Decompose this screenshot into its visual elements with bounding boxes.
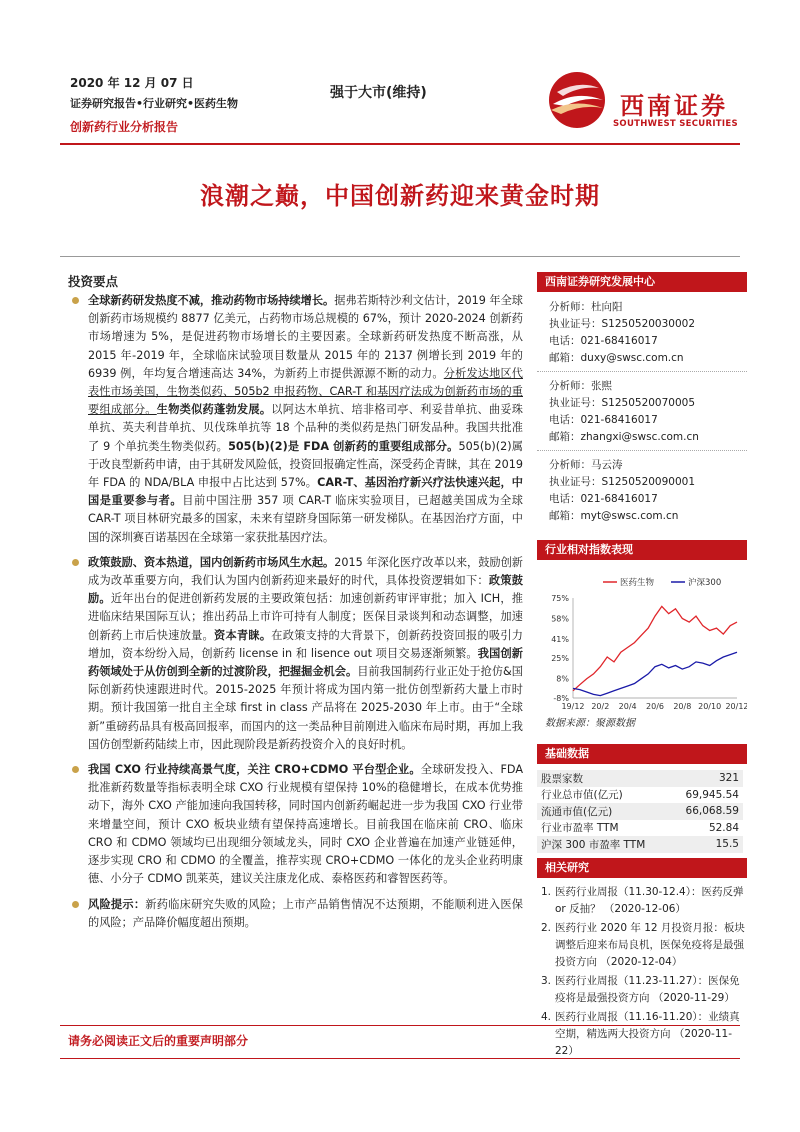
key-point-text: 2015 年深化医疗改革以来，鼓励创新成为改革重要方向，我们认为国内创新药迎来最好的时代，具体投资逻辑如下： [88, 555, 523, 588]
analyst-email[interactable]: 邮箱：myt@swsc.com.cn [549, 510, 679, 522]
item-text: 医药行业周报（11.16-11.20）：业绩真空期，精选两大投资方向 （2020-11-22） [555, 1011, 740, 1057]
key-points-heading: 投资要点 [68, 274, 119, 289]
row-value: 66,068.59 [685, 805, 739, 818]
table-row [537, 770, 743, 787]
report-category: 证券研究报告•行业研究•医药生物 [70, 97, 239, 110]
table-row [537, 836, 743, 853]
legend-label: 医药生物 [620, 578, 655, 588]
analyst-card [537, 457, 747, 525]
list-item[interactable] [537, 920, 747, 971]
x-tick-label: 20/6 [646, 702, 664, 710]
bullet-icon [72, 559, 79, 566]
chart-heading: 行业相对指数表现 [537, 540, 747, 560]
series-line-pharma [573, 606, 737, 690]
basic-data-heading: 基础数据 [537, 744, 747, 764]
key-point-sublead: 505(b)(2)是 FDA 创新药的重要组成部分。 [228, 439, 459, 453]
x-tick-label: 20/10 [698, 702, 722, 710]
bullet-icon [72, 901, 79, 908]
key-point-3 [68, 761, 523, 888]
analysts-heading: 西南证券研究发展中心 [537, 272, 747, 292]
x-tick-label: 20/4 [618, 702, 637, 710]
basic-data-table [537, 770, 743, 853]
analyst-phone: 电话：021-68416017 [549, 335, 658, 347]
row-label: 股票家数 [541, 772, 583, 785]
footer-bottom-divider [60, 1058, 740, 1059]
table-row [537, 820, 743, 837]
key-point-2 [68, 554, 523, 754]
key-point-lead: 我国 CXO 行业持续高景气度，关注 CRO+CDMO 平台型企业。 [88, 763, 421, 777]
basic-data-panel [537, 744, 747, 853]
row-label: 沪深 300 市盈率 TTM [541, 838, 646, 851]
item-text: 医药行业周报（11.23-11.27）：医保免疫将是最强投资方向 （2020-11-29） [555, 975, 740, 1004]
row-label: 流通市值(亿元) [541, 805, 613, 818]
key-points-body [68, 292, 523, 939]
dotted-divider [537, 450, 747, 451]
analyst-phone: 电话：021-68416017 [549, 493, 658, 505]
item-number: 4. [541, 1011, 552, 1023]
chart-source: 数据来源：聚源数据 [545, 718, 635, 729]
row-label: 行业市盈率 TTM [541, 822, 619, 835]
key-point-underlined: 分析发达地区代表性市场美国，生物类似药、505b2 申报药物、CAR-T 和基因疗法成为创新药市场的重要组成部分。 [88, 366, 523, 417]
key-point-text: 以阿达木单抗、培非格司亭、利妥昔单抗、曲妥珠单抗、英夫利昔单抗、贝伐珠单抗等 18 个品种的类似药是热门研发品种。我国共批准了 9 个单抗类生物类似药。 [88, 403, 523, 453]
analysts-panel [537, 272, 747, 525]
analyst-card [537, 299, 747, 367]
row-value: 15.5 [715, 838, 739, 851]
key-point-4 [68, 896, 523, 932]
analyst-license: 执业证号：S1250520090001 [549, 476, 696, 488]
report-date: 2020 年 12 月 07 日 [70, 76, 194, 90]
row-value: 321 [718, 772, 739, 785]
disclaimer-notice: 请务必阅读正文后的重要声明部分 [68, 1034, 249, 1048]
relative-index-chart [537, 560, 747, 710]
report-type: 创新药行业分析报告 [70, 120, 179, 134]
item-number: 3. [541, 975, 552, 987]
index-chart-panel [537, 540, 747, 729]
analyst-license: 执业证号：S1250520030002 [549, 318, 696, 330]
logo-chinese: 西南证券 [620, 91, 728, 120]
key-point-1 [68, 292, 523, 547]
row-value: 69,945.54 [685, 788, 739, 801]
bullet-icon [72, 766, 79, 773]
x-tick-label: 20/8 [673, 702, 692, 710]
analyst-name: 分析师：马云涛 [549, 459, 623, 471]
related-heading: 相关研究 [537, 858, 747, 878]
item-text: 医药行业 2020 年 12 月投资月报：板块调整后迎来布局良机，医保免疫将是最强投资方向 （2020-12-04） [555, 922, 745, 968]
item-number: 2. [541, 922, 552, 934]
table-row [537, 787, 743, 804]
dotted-divider [537, 371, 747, 372]
key-point-text: 近年出台的促进创新药发展的主要政策包括：加速创新药审评审批；加入 ICH，推进临床结果国际互认；推出药品上市许可持有人制度；医保目录谈判和动态调整，加速创新药上市后快速放量。 [88, 592, 523, 642]
related-research-panel [537, 858, 747, 1062]
row-value: 52.84 [708, 821, 739, 834]
key-point-text: 目前中国注册 357 项 CAR-T 临床实验项目，已超越美国成为全球 CAR-T 项目林研究最多的国家，未来有望跻身国际第一研发梯队。在基因治疗方面，中国的深圳赛百诺基因在全球第一家获批基因疗法。 [88, 494, 523, 544]
logo-english: SOUTHWEST SECURITIES [613, 119, 738, 129]
key-point-text: 在政策支持的大背景下，创新药投资回报的吸引力增加，资本纷纷入局，创新药 license in 和 lisence out 项目交易逐渐频繁。 [88, 628, 523, 660]
bullet-icon [72, 297, 79, 304]
key-point-sublead: 我国创新药领域处于从仿创到全新的过渡阶段，把握掘金机会。 [88, 646, 523, 679]
x-tick-label: 20/12 [725, 702, 747, 710]
header-divider [60, 143, 740, 145]
item-number: 1. [541, 886, 552, 898]
key-point-text: 目前我国制药行业正处于抢仿&国际创新药快速跟进时代。2015-2025 年预计将成为国内第一批仿创型新药大量上市时期。预计我国第一批自主全球 first in class 产品将在 2025-2030 年上市。由于“全球新”重磅药品具有极高回报率，而国内的这一类品种目前刚进入临床布局时期，再加上我国仿创型新药陆续上市，因此现阶段是新药投资介入的良好时机。 [88, 665, 523, 751]
key-point-lead: 全球新药研发热度不减，推动药物市场持续增长。 [88, 294, 335, 307]
industry-rating: 强于大市(维持) [330, 85, 427, 101]
analyst-name: 分析师：张熙 [549, 380, 612, 392]
y-tick-label: -8% [553, 694, 569, 703]
list-item[interactable] [537, 1009, 747, 1060]
analyst-card [537, 378, 747, 446]
footer-divider [60, 1025, 740, 1026]
y-tick-label: 75% [551, 594, 569, 603]
item-text: 医药行业周报（11.30-12.4）：医药反弹 or 反抽？ （2020-12-06） [555, 886, 744, 915]
y-tick-label: 25% [551, 654, 569, 664]
key-point-text: 新药临床研究失败的风险；上市产品销售情况不达预期，不能顺利进入医保的风险；产品降价幅度超出预期。 [88, 897, 523, 929]
analyst-email[interactable]: 邮箱：duxy@swsc.com.cn [549, 352, 684, 364]
y-tick-label: 58% [551, 614, 569, 624]
x-tick-label: 19/12 [561, 702, 585, 710]
key-point-lead: 政策鼓励、资本热道，国内创新药市场风生水起。 [88, 555, 335, 569]
key-point-lead: 风险提示： [88, 897, 146, 911]
analyst-name: 分析师：杜向阳 [549, 301, 623, 313]
row-label: 行业总市值(亿元) [541, 789, 623, 802]
table-row [537, 803, 743, 820]
section-divider [60, 256, 740, 257]
key-point-sublead: 生物类似药蓬勃发展。 [156, 403, 272, 417]
key-point-text: 全球研发投入、FDA 批准新药数量等指标表明全球 CXO 行业规模有望保持 10%的稳健增长，在成本优势推动下，海外 CXO 产能加速向我国转移，同时国内创新药崛起进一步为我国 CXO 行业带来增量空间，预计 CXO 板块业绩有望保持高速增长。目前我国在临床前 CRO、临床 CRO 和 CDMO 领域均已出现细分领域龙头，同时 CXO 企业普遍在加速产业链延伸，逐步实现 CRO 和 CDMO 的全覆盖，推荐实现 CRO+CDMO 一体化的龙头企业药明康德、小分子 CDMO 凯莱英，建议关注康龙化成、泰格医药和睿智医药等。 [88, 763, 523, 886]
key-point-text: 据弗若斯特沙利文估计，2019 年全球创新药市场规模约 8877 亿美元，占药物市场总规模的 67%，预计 2020-2024 创新药市场增速为 5%，是促进药物市场增长的主要因素。全球新药研发热度不断高涨，从 2015 年-2019 年，全球临床试验项目数量从 2015 年的 2137 例增长到 2019 年的 6939 例，年均复合增速高达 34%，为新药上市提供源源不断的动力。 [88, 294, 523, 380]
key-point-sublead: 政策鼓励。 [88, 574, 523, 606]
key-point-sublead: CAR-T、基因治疗新兴疗法快速兴起，中国是重要参与者。 [88, 476, 523, 508]
series-line-csi300 [573, 652, 737, 695]
report-title: 浪潮之巅，中国创新药迎来黄金时期 [200, 182, 600, 210]
analyst-phone: 电话：021-68416017 [549, 414, 658, 426]
x-tick-label: 20/2 [591, 702, 610, 710]
key-point-text: 505(b)(2)属于改良型新药申请，由于其研发风险低，投资回报确定性高，深受药企青睐，其在 2019 年 FDA 的 NDA/BLA 申报中占比达到 57%。 [88, 439, 523, 490]
y-tick-label: 41% [551, 634, 569, 644]
legend-label: 沪深300 [688, 578, 722, 588]
list-item[interactable] [537, 973, 747, 1007]
analyst-email[interactable]: 邮箱：zhangxi@swsc.com.cn [549, 431, 699, 443]
key-point-sublead: 资本青睐。 [214, 628, 272, 642]
analyst-license: 执业证号：S1250520070005 [549, 397, 696, 409]
list-item[interactable] [537, 884, 747, 918]
y-tick-label: 8% [556, 674, 569, 684]
